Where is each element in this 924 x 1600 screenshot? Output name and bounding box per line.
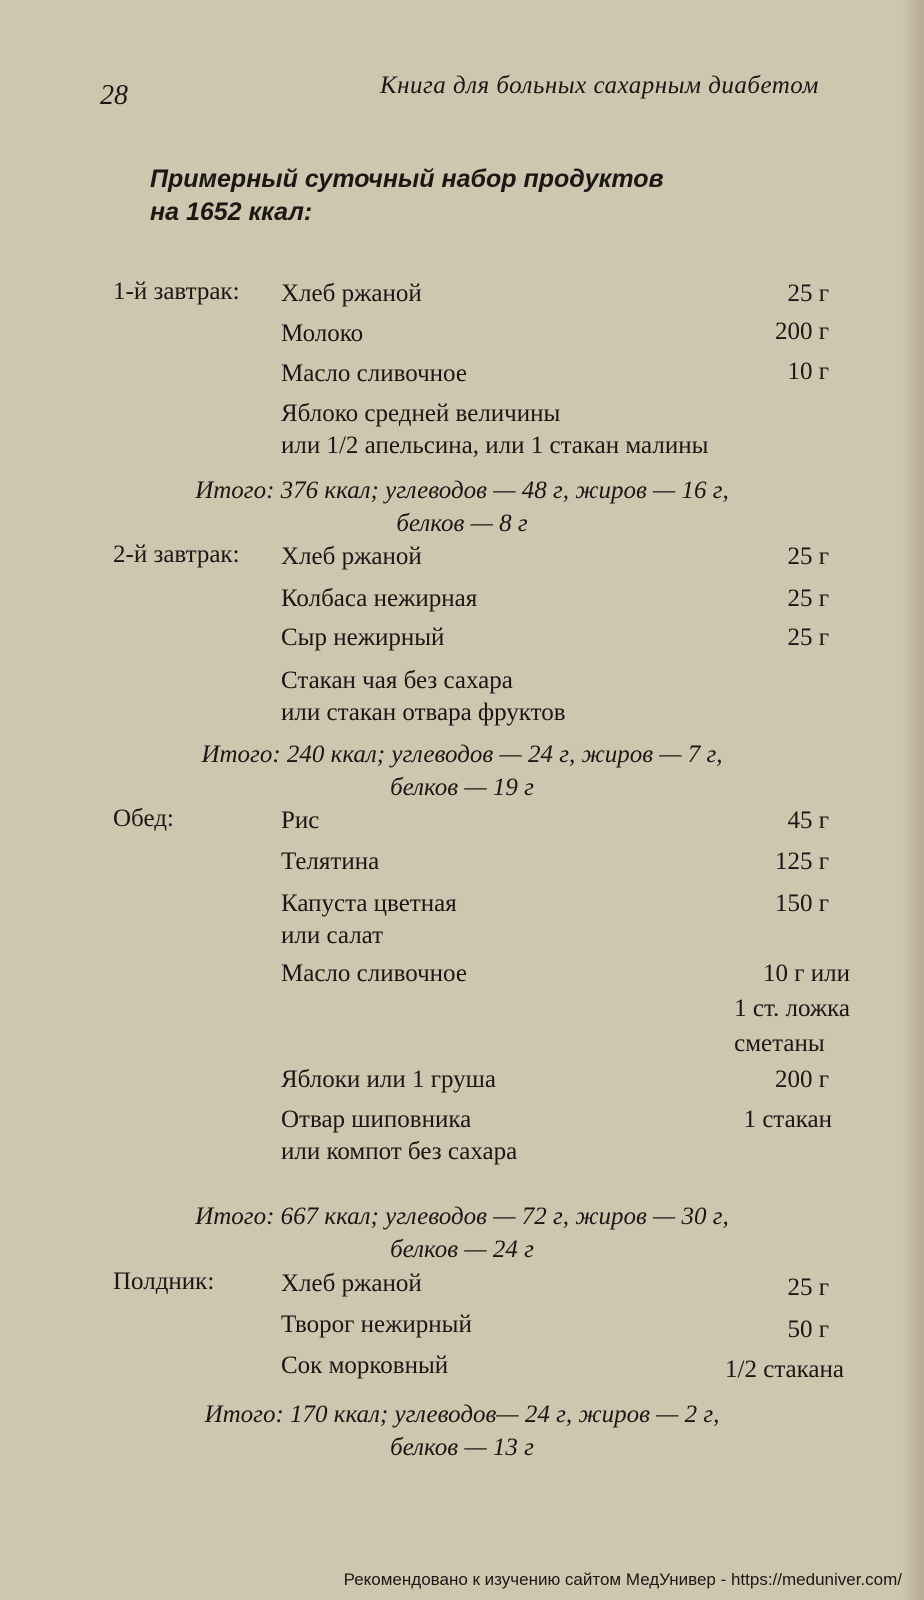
food-qty: 25 г xyxy=(787,543,829,570)
running-header-title: Книга для больных сахарным диабетом xyxy=(380,72,819,99)
food-item: Колбаса нежирная xyxy=(281,585,478,612)
food-qty: 45 г xyxy=(787,807,829,834)
food-item: Масло сливочное xyxy=(281,360,467,387)
food-item: Хлеб ржаной xyxy=(281,1270,422,1297)
food-item: Хлеб ржаной xyxy=(281,280,422,307)
meal-total-line1: Итого: 170 ккал; углеводов— 24 г, жиров — 2 г, xyxy=(204,1401,720,1428)
food-item: Сыр нежирный xyxy=(281,624,445,651)
food-qty-line3: сметаны xyxy=(734,1030,825,1057)
meal-label-breakfast-1: 1-й завтрак: xyxy=(113,278,240,305)
food-item: Рис xyxy=(281,807,320,834)
food-qty: 10 г xyxy=(787,358,829,385)
food-qty xyxy=(734,956,850,1061)
food-item: Стакан чая без сахара xyxy=(281,667,513,694)
meal-total-line1: Итого: 667 ккал; углеводов — 72 г, жиров — 30 г, xyxy=(195,1203,729,1230)
food-item: Сок морковный xyxy=(281,1352,449,1379)
food-item: Яблоки или 1 груша xyxy=(281,1066,497,1093)
food-qty: 50 г xyxy=(787,1316,829,1343)
meal-total-line2: белков — 19 г xyxy=(390,774,534,801)
meal-total-line2: белков — 8 г xyxy=(396,510,528,537)
section-title-line2: на 1652 ккал: xyxy=(150,198,313,226)
food-qty: 1/2 стакана xyxy=(725,1356,844,1383)
food-qty: 1 стакан xyxy=(743,1106,832,1133)
section-title-line1: Примерный суточный набор продуктов xyxy=(150,165,664,193)
food-item: Масло сливочное xyxy=(281,960,467,987)
meal-total-breakfast-1 xyxy=(0,474,924,540)
page-number: 28 xyxy=(100,80,128,111)
food-item: Отвар шиповника xyxy=(281,1106,472,1133)
food-item-continued: или 1/2 апельсина, или 1 стакан малины xyxy=(281,432,709,459)
food-item-continued: или компот без сахара xyxy=(281,1138,518,1165)
meal-label-afternoon-snack: Полдник: xyxy=(113,1268,215,1295)
food-qty: 200 г xyxy=(774,318,829,345)
food-item: Телятина xyxy=(281,848,380,875)
food-qty: 125 г xyxy=(774,848,829,875)
food-qty: 25 г xyxy=(787,280,829,307)
section-title xyxy=(150,163,664,229)
meal-total-line1: Итого: 240 ккал; углеводов — 24 г, жиров — 7 г, xyxy=(201,741,723,768)
food-qty: 25 г xyxy=(787,585,829,612)
meal-label-lunch: Обед: xyxy=(113,805,174,832)
food-item: Яблоко средней величины xyxy=(281,400,561,427)
footer-watermark: Рекомендовано к изучению сайтом МедУнивер - https://meduniver.com/ xyxy=(343,1570,902,1589)
food-qty: 200 г xyxy=(774,1066,829,1093)
meal-total-line2: белков — 13 г xyxy=(390,1434,534,1461)
food-item: Хлеб ржаной xyxy=(281,543,422,570)
meal-total-line1: Итого: 376 ккал; углеводов — 48 г, жиров — 16 г, xyxy=(195,477,729,504)
food-qty-line1: 10 г или xyxy=(763,960,850,987)
food-item: Творог нежирный xyxy=(281,1311,472,1338)
food-qty: 150 г xyxy=(774,890,829,917)
meal-total-afternoon-snack xyxy=(0,1398,924,1464)
food-item-continued: или стакан отвара фруктов xyxy=(281,699,566,726)
meal-total-line2: белков — 24 г xyxy=(390,1236,534,1263)
food-item-continued: или салат xyxy=(281,922,384,949)
food-qty-line2: 1 ст. ложка xyxy=(734,995,850,1022)
food-qty: 25 г xyxy=(787,624,829,651)
meal-total-breakfast-2 xyxy=(0,738,924,804)
meal-total-lunch xyxy=(0,1200,924,1266)
food-qty: 25 г xyxy=(787,1274,829,1301)
meal-label-breakfast-2: 2-й завтрак: xyxy=(113,541,240,568)
food-item: Капуста цветная xyxy=(281,890,457,917)
food-item: Молоко xyxy=(281,320,364,347)
